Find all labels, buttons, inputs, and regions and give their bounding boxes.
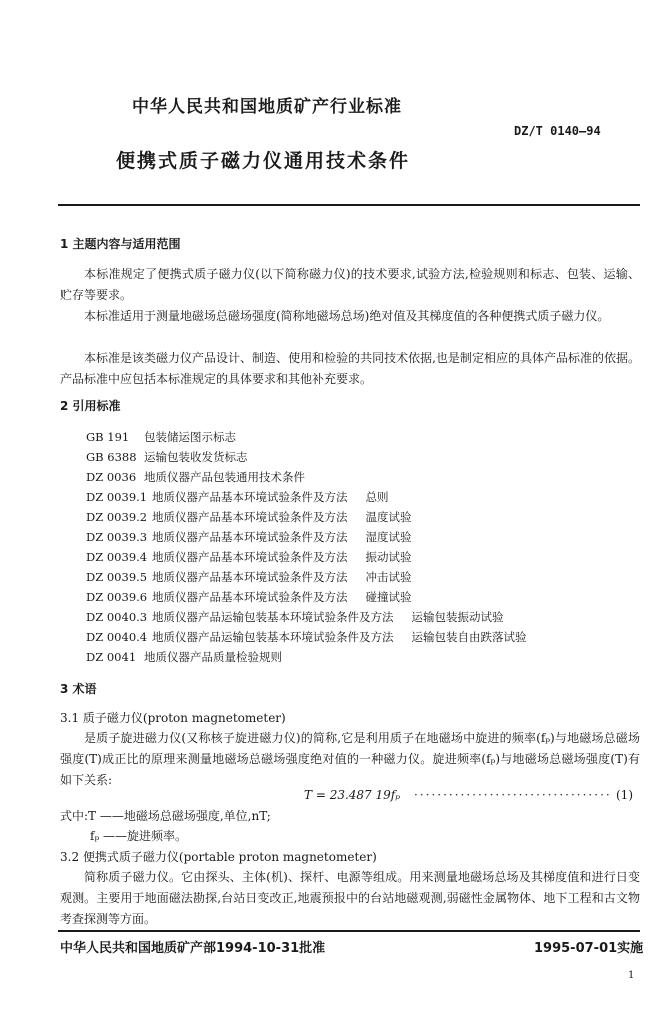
section-1-para-1: 本标准规定了便携式质子磁力仪(以下简称磁力仪)的技术要求,试验方法,检验规则和标志、包装、运输、贮存等要求。 [60, 267, 640, 302]
reference-item [86, 469, 323, 485]
reference-title: 地质仪器产品基本环境试验条件及方法 [152, 530, 348, 544]
approval-line: 中华人民共和国地质矿产部1994-10-31批准 [60, 941, 326, 956]
reference-code: DZ 0039.2 [86, 510, 148, 524]
document-title: 便携式质子磁力仪通用技术条件 [116, 150, 411, 172]
reference-code: DZ 0039.6 [86, 590, 148, 604]
reference-title: 地质仪器产品包装通用技术条件 [144, 470, 305, 484]
reference-code: DZ 0040.3 [86, 610, 148, 624]
reference-title: 包装储运图示标志 [144, 430, 236, 444]
reference-title: 运输包装收发货标志 [144, 450, 248, 464]
reference-title: 地质仪器产品质量检验规则 [144, 650, 282, 664]
page-number: 1 [628, 970, 635, 981]
reference-subtitle: 振动试验 [365, 550, 412, 564]
section-1-para-3: 本标准是该类磁力仪产品设计、制造、使用和检验的共同技术依据,也是制定相应的具体产品标准的依据。产品标准中应包括本标准规定的具体要求和其他补充要求。 [60, 351, 640, 386]
reference-code: DZ 0040.4 [86, 630, 148, 644]
formula-number: (1) [616, 788, 633, 802]
effective-date: 1995-07-01实施 [534, 941, 644, 956]
reference-item [86, 509, 412, 525]
reference-title: 地质仪器产品运输包装基本环境试验条件及方法 [152, 630, 394, 644]
section-3-heading: 3 术语 [60, 682, 97, 696]
subsection-3-1-heading: 3.1 质子磁力仪(proton magnetometer) [60, 711, 286, 725]
reference-code: DZ 0039.3 [86, 530, 148, 544]
reference-code: DZ 0039.1 [86, 490, 148, 504]
subsection-3-1-body: 是质子旋进磁力仪(又称核子旋进磁力仪)的简称,它是利用质子在地磁场中旋进的频率(fₚ)与地磁场总磁场强度(T)成正比的原理来测量地磁场总磁场强度绝对值的一种磁力仪。旋进频率(fₚ)与地磁场总磁场强度(T)有如下关系: [60, 731, 640, 787]
reference-item [86, 629, 527, 645]
reference-code: DZ 0039.5 [86, 570, 148, 584]
formula-where-line-1: 式中:T ——地磁场总磁场强度,单位,nT; [60, 809, 271, 823]
reference-title: 地质仪器产品基本环境试验条件及方法 [152, 490, 348, 504]
subsection-3-2-body: 简称质子磁力仪。它由探头、主体(机)、探杆、电源等组成。用来测量地磁场总场及其梯度值和进行日变观测。主要用于地面磁法勘探,台站日变改正,地震预报中的台站地磁观测,弱磁性金属物体、地下工程和古文物考查探测等方面。 [60, 870, 640, 926]
reference-item [86, 529, 412, 545]
reference-title: 地质仪器产品运输包装基本环境试验条件及方法 [152, 610, 394, 624]
formula-leader-dots: ·································· [414, 788, 612, 802]
reference-subtitle: 总则 [365, 490, 389, 504]
footer-rule [58, 930, 640, 932]
section-1-para-2: 本标准适用于测量地磁场总磁场强度(简称地磁场总场)绝对值及其梯度值的各种便携式质子磁力仪。 [84, 309, 610, 323]
reference-item [86, 609, 504, 625]
reference-subtitle: 冲击试验 [365, 570, 412, 584]
subsection-3-2-heading: 3.2 便携式质子磁力仪(portable proton magnetometer) [60, 850, 377, 864]
reference-subtitle: 温度试验 [365, 510, 412, 524]
reference-item [86, 569, 412, 585]
reference-code: GB 191 [86, 430, 130, 444]
reference-subtitle: 运输包装振动试验 [411, 610, 504, 624]
section-2-heading: 2 引用标准 [60, 399, 121, 413]
reference-code: DZ 0041 [86, 650, 137, 664]
reference-title: 地质仪器产品基本环境试验条件及方法 [152, 570, 348, 584]
standard-number: DZ/T 0140—94 [514, 124, 601, 138]
reference-item [86, 449, 266, 465]
reference-item [86, 649, 300, 665]
org-title: 中华人民共和国地质矿产行业标准 [132, 97, 402, 117]
reference-subtitle: 碰撞试验 [365, 590, 412, 604]
formula: T = 23.487 19fₚ [304, 788, 400, 802]
reference-code: DZ 0036 [86, 470, 137, 484]
reference-title: 地质仪器产品基本环境试验条件及方法 [152, 510, 348, 524]
reference-subtitle: 湿度试验 [365, 530, 412, 544]
header-rule [58, 204, 640, 206]
reference-item [86, 589, 412, 605]
formula-where-line-2: fₚ ——旋进频率。 [90, 829, 188, 843]
reference-title: 地质仪器产品基本环境试验条件及方法 [152, 590, 348, 604]
section-1-heading: 1 主题内容与适用范围 [60, 237, 181, 251]
reference-item [86, 489, 389, 505]
reference-item [86, 549, 412, 565]
reference-item [86, 429, 254, 445]
reference-title: 地质仪器产品基本环境试验条件及方法 [152, 550, 348, 564]
reference-code: GB 6388 [86, 450, 137, 464]
reference-code: DZ 0039.4 [86, 550, 148, 564]
reference-subtitle: 运输包装自由跌落试验 [411, 630, 527, 644]
